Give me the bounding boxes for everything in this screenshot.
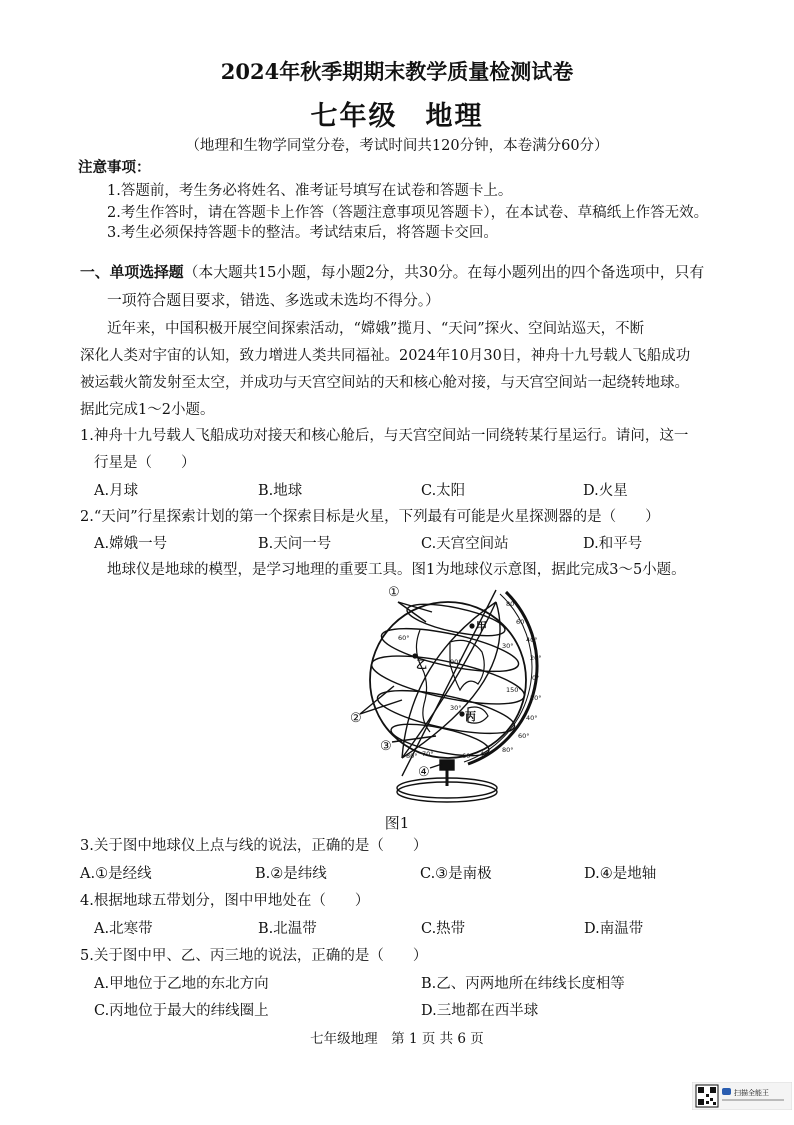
q4-option-d: D.南温带 [584, 921, 644, 937]
q5-stem: 5.关于图中甲、乙、丙三地的说法，正确的是（ ） [80, 948, 428, 964]
q2-option-c: C.天宫空间站 [421, 536, 509, 552]
passage1-line-4: 据此完成1～2小题。 [80, 402, 215, 418]
marker-1: ① [388, 585, 400, 600]
q2-option-d: D.和平号 [583, 536, 643, 552]
grade-label: 七年级 [310, 101, 398, 132]
section-heading-bold: 一、单项选择题 [80, 264, 184, 281]
deg-label: 40° [526, 714, 538, 722]
deg-label: 20° [530, 654, 542, 662]
section-heading-rest: （本大题共15小题，每小题2分，共30分。在每小题列出的四个备选项中，只有 [183, 264, 705, 281]
marker-2: ② [350, 711, 362, 726]
deg-label: 40° [480, 750, 492, 758]
scanner-stamp [692, 1082, 792, 1110]
q3-option-a: A.①是经线 [80, 866, 152, 882]
q5-option-b: B.乙、丙两地所在纬线长度相等 [421, 976, 625, 992]
q3-stem: 3.关于图中地球仪上点与线的说法，正确的是（ ） [80, 838, 428, 854]
deg-label: 30° [502, 642, 514, 650]
marker-3: ③ [380, 739, 392, 754]
place-bing: 丙 [465, 710, 476, 723]
deg-label: 80° [406, 752, 418, 760]
deg-label: 0° [532, 674, 540, 682]
grade-subject-title [0, 94, 794, 133]
q3-option-d: D.④是地轴 [584, 866, 657, 882]
deg-label: 70° [422, 750, 434, 758]
q1-option-d: D.火星 [583, 483, 628, 499]
q1-option-b: B.地球 [258, 483, 303, 499]
deg-label: 60° [398, 634, 410, 642]
q2-stem: 2.“天问”行星探索计划的第一个探索目标是火星，下列最有可能是火星探测器的是（ ） [80, 509, 660, 525]
q1-option-c: C.太阳 [421, 483, 466, 499]
notice-item-3: 3.考生必须保持答题卡的整洁。考试结束后，将答题卡交回。 [107, 225, 498, 241]
passage2: 地球仪是地球的模型，是学习地理的重要工具。图1为地球仪示意图，据此完成3～5小题。 [107, 562, 686, 578]
scanner-label: 扫描全能王 [734, 1089, 769, 1097]
passage1-line-2: 深化人类对宇宙的认知，致力增进人类共同福祉。2024年10月30日，神舟十九号载人飞船成功 [80, 348, 691, 364]
deg-label: 60° [518, 732, 530, 740]
notice-item-2: 2.考生作答时，请在答题卡上作答（答题注意事项见答题卡），在本试卷、草稿纸上作答无效。 [107, 205, 709, 221]
notice-heading: 注意事项： [78, 159, 151, 176]
page-footer: 七年级地理 第 1 页 共 6 页 [310, 1031, 484, 1047]
q1-option-a: A.月球 [94, 483, 139, 499]
q4-option-b: B.北温带 [258, 921, 317, 937]
q2-option-b: B.天问一号 [258, 536, 332, 552]
exam-title: 2024年秋季期期末教学质量检测试卷 [220, 59, 574, 84]
deg-label: 80° [502, 746, 514, 754]
deg-label: 20° [530, 694, 542, 702]
q1-stem-line2: 行星是（ ） [94, 455, 196, 471]
q5-option-a: A.甲地位于乙地的东北方向 [94, 976, 269, 992]
passage1-line-1: 近年来，中国积极开展空间探索活动，“嫦娥”揽月、“天问”探火、空间站巡天，不断 [107, 321, 645, 337]
subject-label: 地理 [425, 101, 484, 132]
section-heading-line2: 一项符合题目要求，错选、多选或未选均不得分。） [107, 292, 440, 309]
q1-stem-line1: 1.神舟十九号载人飞船成功对接天和核心舱后，与天宫空间站一同绕转某行星运行。请问，这一 [80, 428, 689, 444]
deg-label: 150° [506, 686, 522, 694]
globe-diagram [350, 580, 550, 810]
cs-logo-icon [722, 1088, 731, 1095]
place-yi: 乙 [416, 658, 427, 671]
section-heading [80, 261, 704, 282]
place-jia: 甲 [476, 620, 487, 633]
q5-option-d: D.三地都在西半球 [421, 1003, 539, 1019]
passage1-line-3: 被运载火箭发射至太空，并成功与天宫空间站的天和核心舱对接，与天宫空间站一起绕转地球。 [80, 375, 689, 391]
deg-label: 60° [462, 752, 474, 760]
notice-item-1: 1.答题前，考生务必将姓名、准考证号填写在试卷和答题卡上。 [107, 183, 513, 199]
globe-figure [350, 580, 550, 810]
q3-option-b: B.②是纬线 [255, 866, 327, 882]
q4-stem: 4.根据地球五带划分，图中甲地处在（ ） [80, 893, 370, 909]
q5-option-c: C.丙地位于最大的纬线圈上 [94, 1003, 269, 1019]
deg-label: 90° [450, 658, 462, 666]
deg-label: 80° [506, 600, 518, 608]
q2-option-a: A.嫦娥一号 [94, 536, 168, 552]
figure-caption: 图1 [384, 814, 410, 832]
deg-label: 60° [516, 618, 528, 626]
marker-4: ④ [418, 765, 430, 780]
qr-code-icon [692, 1082, 792, 1110]
q4-option-c: C.热带 [421, 921, 466, 937]
deg-label: 40° [526, 636, 538, 644]
deg-label: 30° [450, 704, 462, 712]
exam-subtitle: （地理和生物学同堂分卷，考试时间共120分钟，本卷满分60分） [185, 138, 609, 154]
q3-option-c: C.③是南极 [420, 866, 492, 882]
q4-option-a: A.北寒带 [94, 921, 153, 937]
